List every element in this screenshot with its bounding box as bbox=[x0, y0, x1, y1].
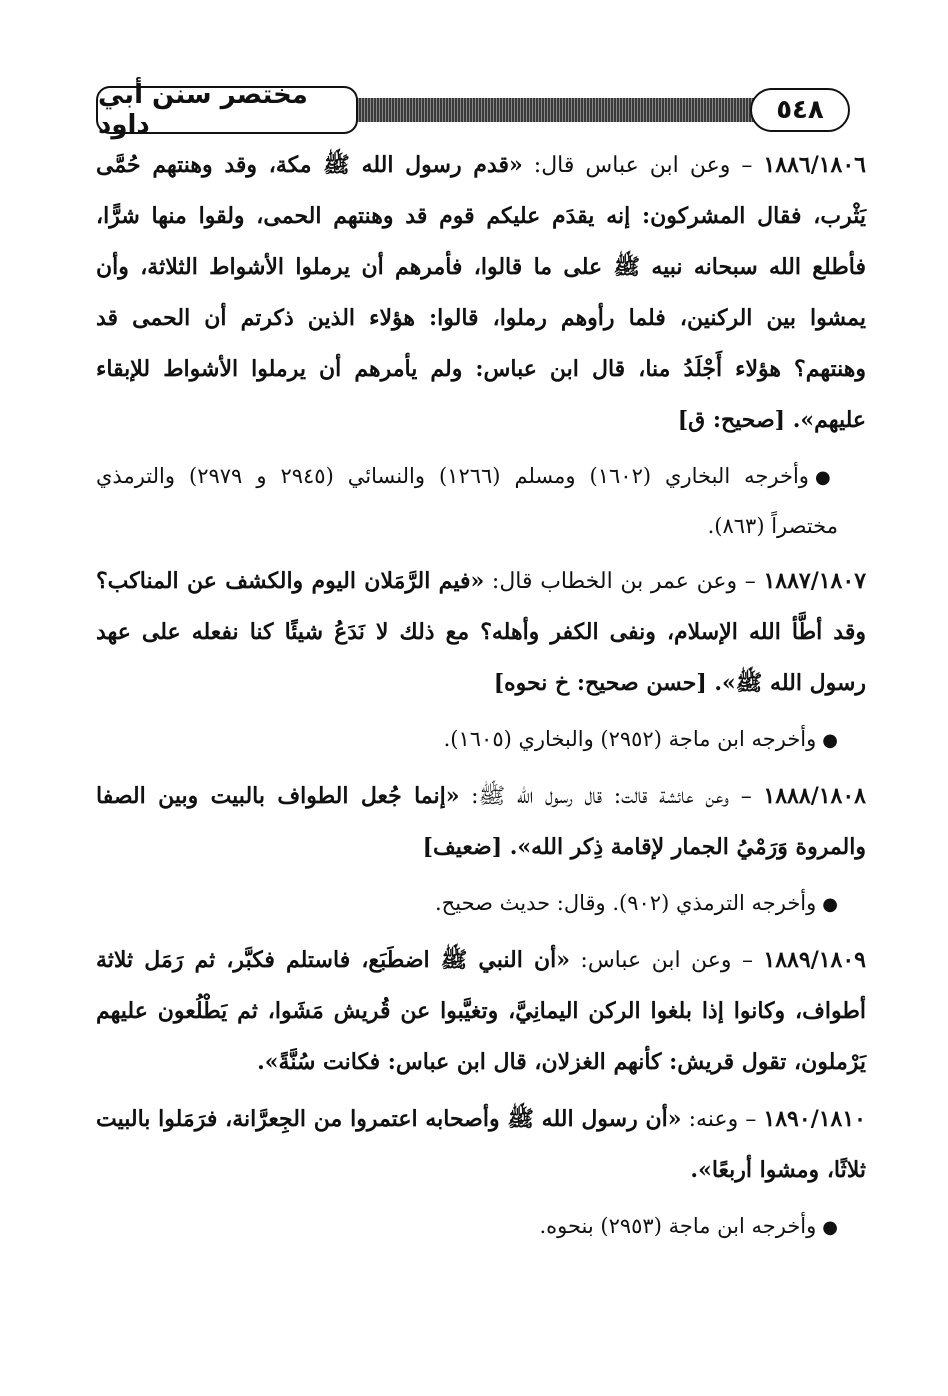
hadith-entry bbox=[96, 556, 866, 709]
takhrij-note bbox=[96, 1202, 866, 1252]
hadith-entry bbox=[96, 771, 866, 873]
hadith-entry bbox=[96, 935, 866, 1088]
page-number: ٥٤٨ bbox=[776, 95, 824, 125]
hadith-narrator: – وعن عائشة قالت: قال رسول الله ﷺ: bbox=[459, 784, 764, 809]
takhrij-text: وأخرجه ابن ماجة (٢٩٥٣) بنحوه. bbox=[539, 1214, 817, 1238]
hadith-text: «أن رسول الله ﷺ وأصحابه اعتمروا من الجِعرَّانة، فرَمَلوا بالبيت ثلاثًا، ومشوا أربعًا». bbox=[96, 1106, 866, 1183]
bullet-icon: ● bbox=[822, 1217, 838, 1238]
page-number-box bbox=[750, 88, 850, 132]
bullet-icon: ● bbox=[822, 730, 838, 751]
takhrij-note bbox=[96, 715, 866, 765]
hadith-number: ١٨٨٧/١٨٠٧ bbox=[763, 568, 867, 594]
hadith-entry bbox=[96, 1094, 866, 1196]
hadith-number: ١٨٨٦/١٨٠٦ bbox=[763, 152, 866, 178]
hadith-number: ١٨٨٨/١٨٠٨ bbox=[763, 783, 866, 809]
page-header bbox=[96, 80, 860, 140]
header-decorative-bar bbox=[296, 98, 760, 122]
book-title-box bbox=[96, 80, 358, 140]
takhrij-note bbox=[96, 452, 866, 550]
hadith-text: «قدم رسول الله ﷺ مكة، وقد وهنتهم حُمَّى يَثْرب، فقال المشركون: إنه يقدَم عليكم قوم قد وهنتهم الحمى، ولقوا منها شرًّا، فأطلع الله سبحانه نبيه ﷺ على ما قالوا، فأمرهم أن يرملوا الأشواط الثلاثة، وأن يمشوا بين الركنين، فلما رأوهم رملوا، قالوا: هؤلاء الذين ذكرتم أن الحمى قد وهنتهم؟ هؤلاء أَجْلَدُ منا، قال ابن عباس: ولم يأمرهم أن يرملوا الأشواط للإبقاء عليهم». [صحيح: ق] bbox=[96, 152, 866, 433]
hadith-text: «إنما جُعل الطواف بالبيت وبين الصفا والمروة وَرَمْيُ الجمار لإقامة ذِكر الله». [ضعيف] bbox=[96, 783, 866, 860]
hadith-narrator: – وعنه: bbox=[681, 1107, 764, 1132]
hadith-entry bbox=[96, 140, 866, 446]
bullet-icon: ● bbox=[814, 467, 838, 488]
book-title: مختصر سنن أبي داود bbox=[98, 80, 308, 140]
hadith-narrator: – وعن ابن عباس قال: bbox=[522, 153, 764, 178]
hadith-narrator: – وعن ابن عباس: bbox=[569, 948, 764, 973]
hadith-text: «فيم الرَّمَلان اليوم والكشف عن المناكب؟ وقد أطَّأ الله الإسلام، ونفى الكفر وأهله؟ مع ذلك لا نَدَعُ شيئًا كنا نفعله على عهد رسول الله ﷺ». [حسن صحيح: خ نحوه] bbox=[96, 568, 866, 696]
bullet-icon: ● bbox=[822, 894, 838, 915]
takhrij-text: وأخرجه الترمذي (٩٠٢). وقال: حديث صحيح. bbox=[435, 891, 817, 915]
takhrij-text: وأخرجه البخاري (١٦٠٢) ومسلم (١٢٦٦) والنسائي (٢٩٤٥ و ٢٩٧٩) والترمذي مختصراً (٨٦٣). bbox=[96, 464, 838, 538]
takhrij-note bbox=[96, 879, 866, 929]
hadith-number: ١٨٩٠/١٨١٠ bbox=[763, 1106, 866, 1132]
takhrij-text: وأخرجه ابن ماجة (٢٩٥٢) والبخاري (١٦٠٥). bbox=[443, 727, 817, 751]
hadith-text: «أن النبي ﷺ اضطَبَع، فاستلم فكبَّر، ثم رَمَل ثلاثة أطواف، وكانوا إذا بلغوا الركن اليمانِيَّ، وتغيَّبوا عن قُريش مَشَوا، ثم يَطْلُعون عليهم يَرْملون، تقول قريش: كأنهم الغزلان، قال ابن عباس: فكانت سُنَّةً». bbox=[96, 947, 866, 1075]
page-content bbox=[96, 140, 866, 1258]
hadith-number: ١٨٨٩/١٨٠٩ bbox=[763, 947, 866, 973]
hadith-narrator: – وعن عمر بن الخطاب قال: bbox=[484, 569, 764, 594]
